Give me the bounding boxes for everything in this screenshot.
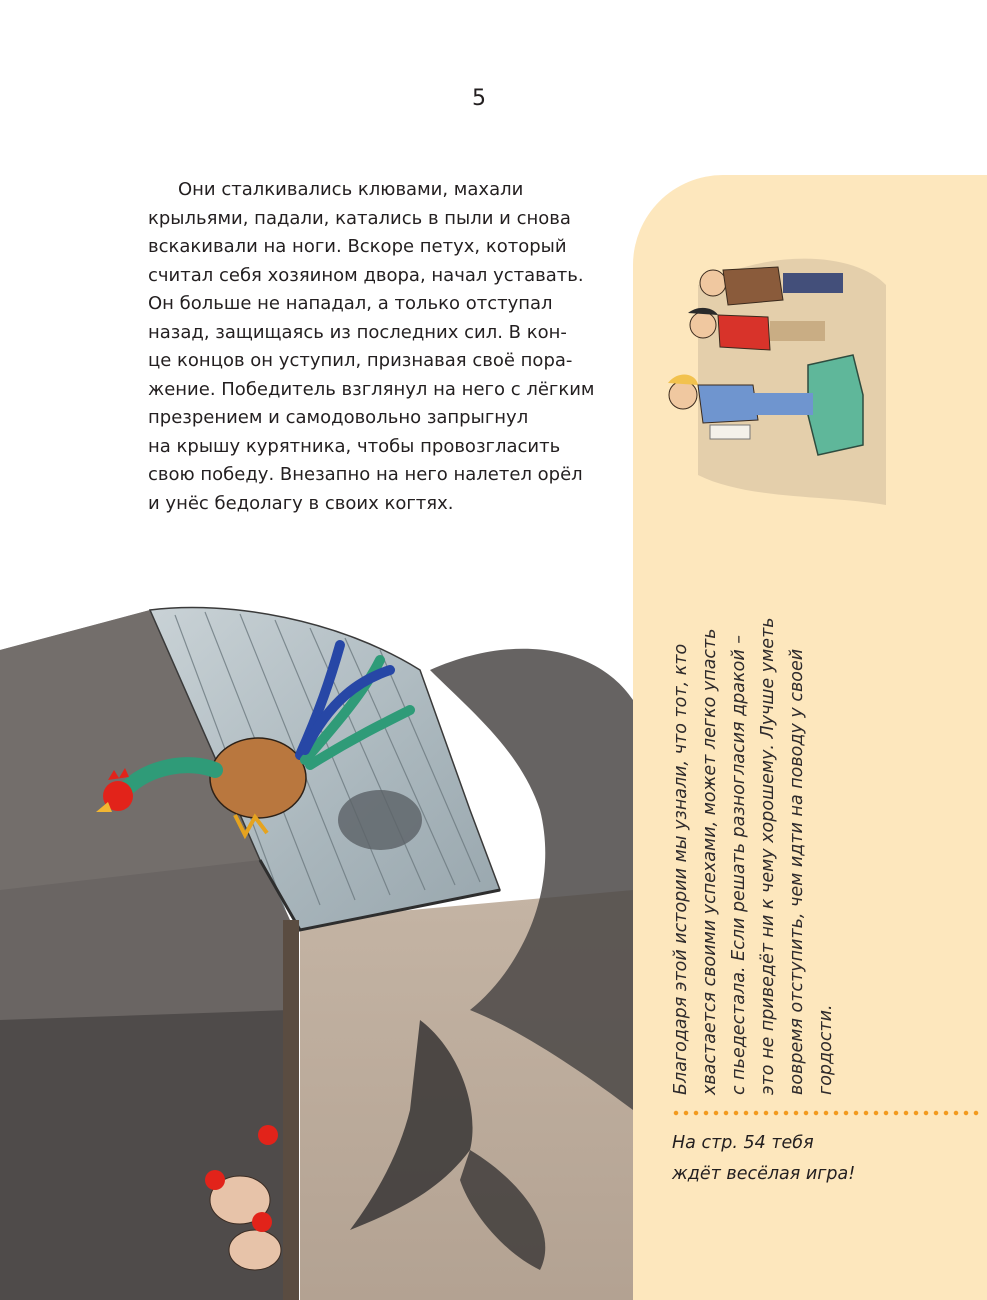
moral-line: хвастается своими успехами, может легко упасть: [700, 628, 720, 1095]
moral-line: с пьедестала. Если решать разногласия дракой –: [729, 635, 749, 1095]
story-line: Он больше не нападал, а только отступал: [148, 293, 553, 314]
story-line: жение. Победитель взглянул на него с лёгким: [148, 378, 595, 400]
game-note-line: ждёт весёлая игра!: [672, 1164, 856, 1184]
story-text: [148, 176, 618, 518]
story-line: считал себя хозяином двора, начал уставать.: [148, 264, 584, 286]
story-line: свою победу. Внезапно на него налетел орёл: [148, 464, 583, 485]
story-line: на крышу курятника, чтобы провозгласить: [148, 435, 561, 457]
story-line: вскакивали на ноги. Вскоре петух, который: [148, 236, 567, 257]
moral-line: это не приведёт ни к чему хорошему. Лучше уметь: [758, 617, 778, 1095]
moral-line: вовремя отступить, чем идти на поводу у своей: [787, 648, 807, 1095]
henhouse-illustration: [0, 590, 633, 1300]
moral-text: [667, 535, 836, 1095]
dotted-divider: [671, 1110, 983, 1116]
story-line: презрением и самодовольно запрыгнул: [148, 407, 529, 428]
story-line: назад, защищаясь из последних сил. В кон-: [148, 321, 567, 343]
story-line: и унёс бедолагу в своих когтях.: [148, 492, 454, 514]
game-note-line: На стр. 54 тебя: [672, 1133, 814, 1153]
kids-illustration: [658, 245, 886, 515]
story-paragraph: [148, 176, 618, 518]
page-number: 5: [472, 86, 486, 111]
moral-line: гордости.: [816, 1004, 836, 1095]
story-line: Они сталкивались клювами, махали: [178, 179, 524, 200]
story-line: це концов он уступил, признавая своё пора-: [148, 350, 573, 371]
story-line: крыльями, падали, катались в пыли и снова: [148, 207, 571, 229]
game-note: [672, 1128, 972, 1190]
moral-line: Благодаря этой истории мы узнали, что тот, кто: [671, 643, 691, 1095]
